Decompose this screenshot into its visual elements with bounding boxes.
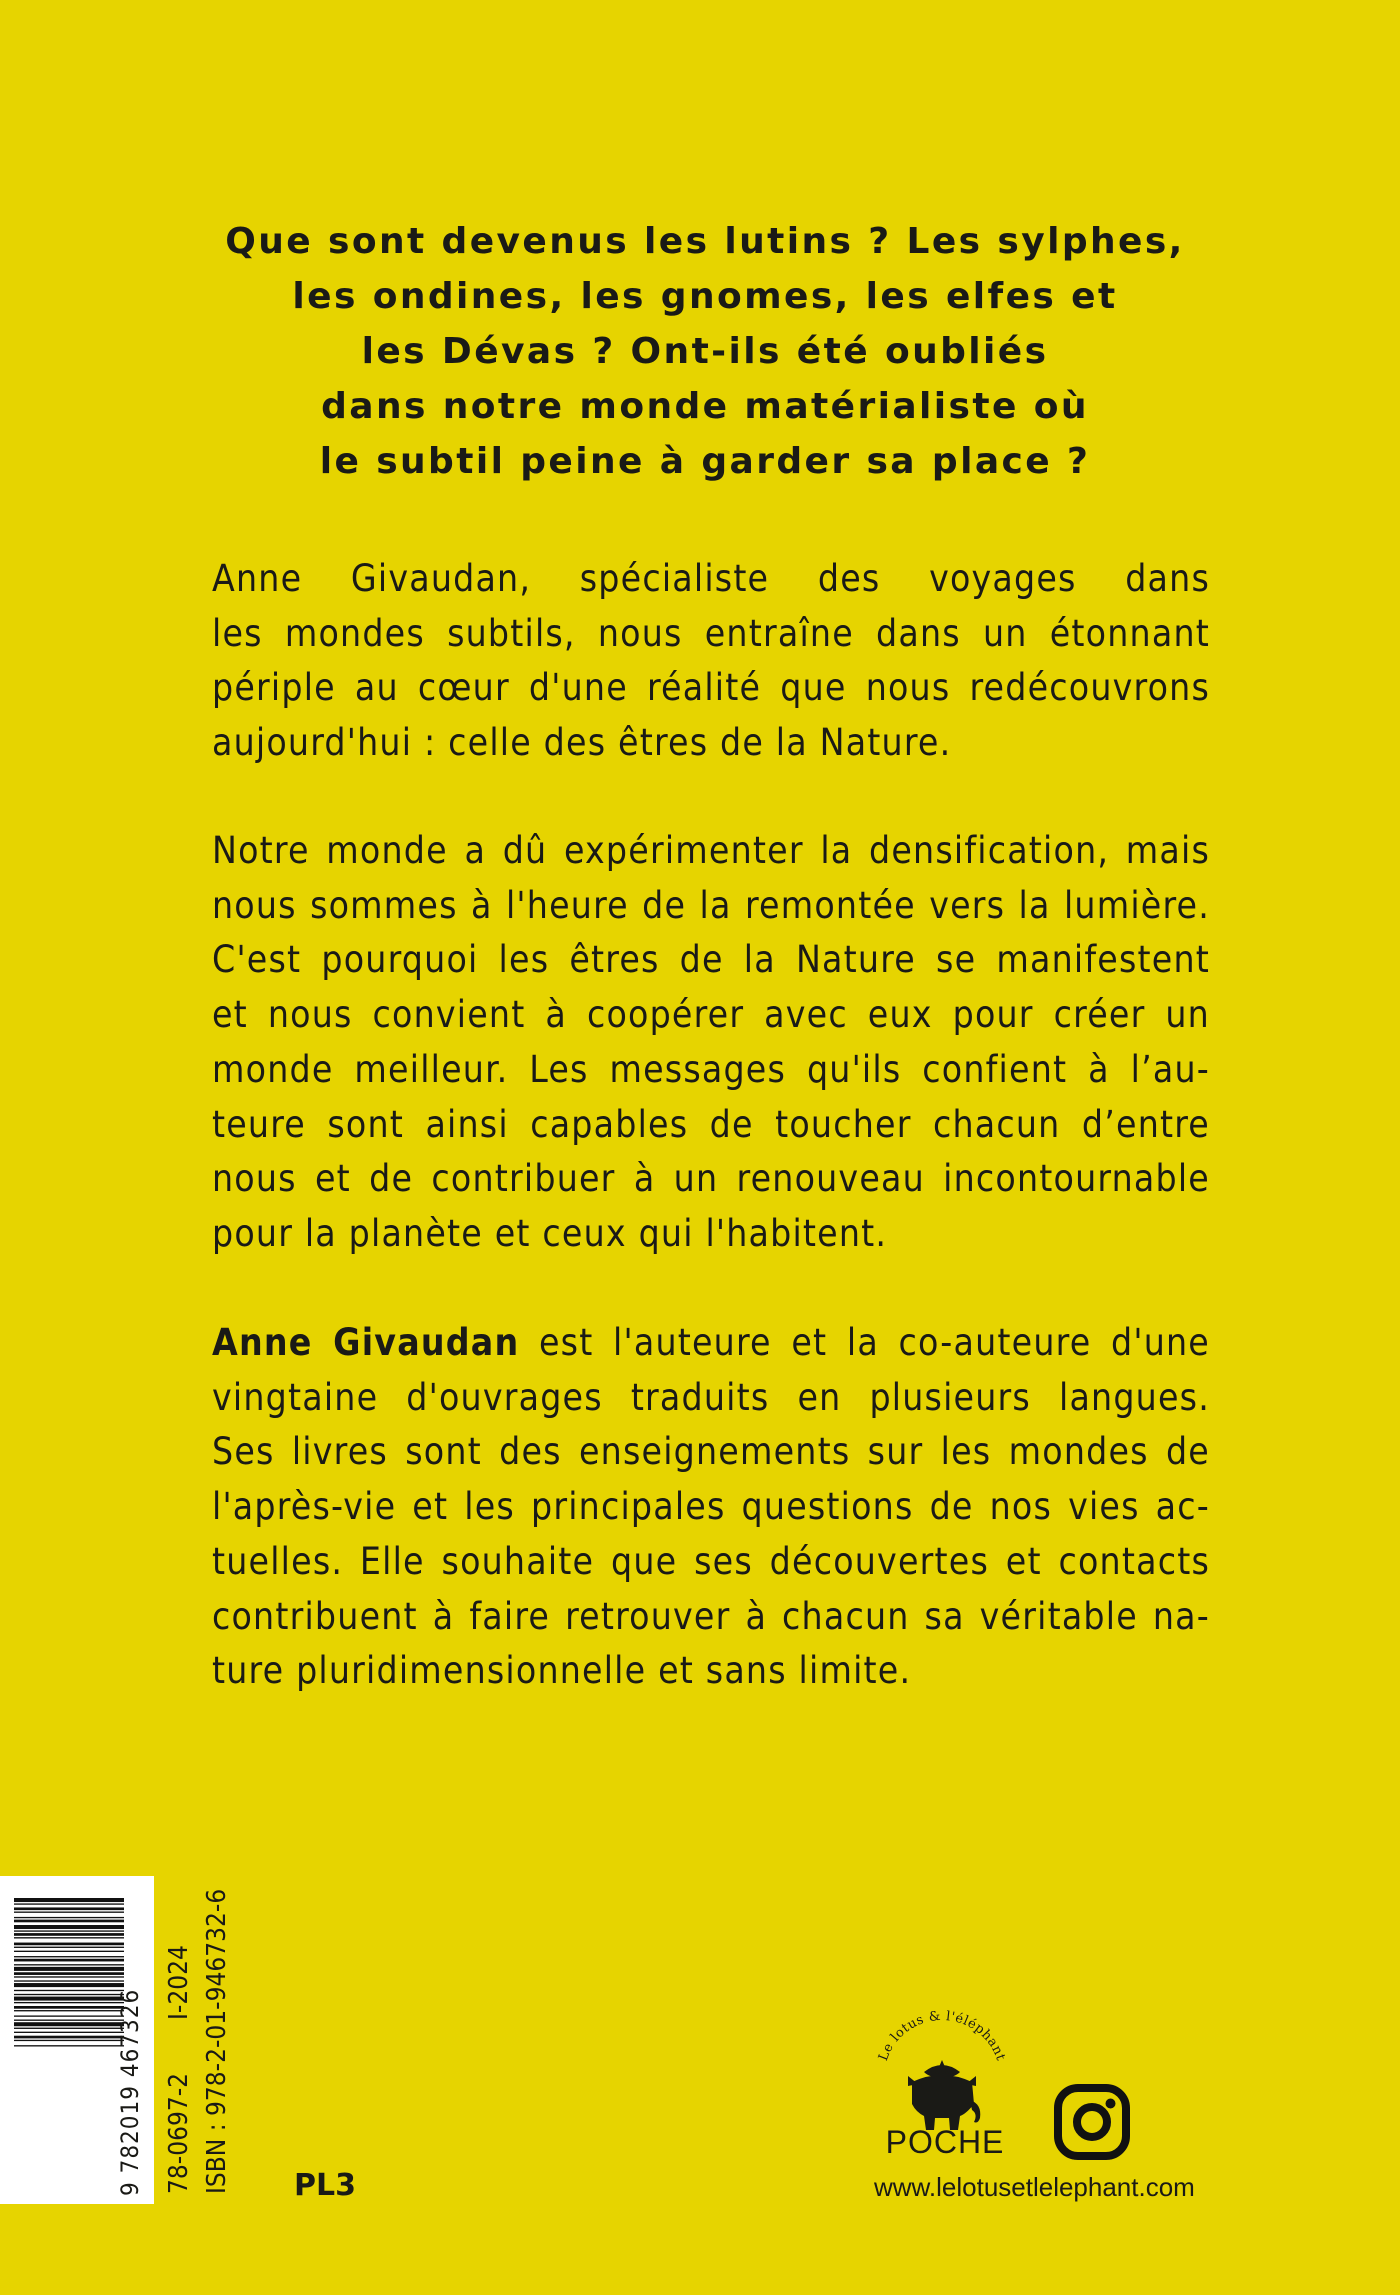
barcode-bar	[14, 1937, 124, 1938]
barcode-bar	[14, 2028, 124, 2029]
barcode-bar	[14, 2040, 124, 2041]
text-line: tuelles. Elle souhaite que ses découvertes et contacts	[212, 1539, 1210, 1583]
barcode-bar	[14, 1997, 124, 2001]
text-line: contribuent à faire retrouver à chacun sa véritable na-	[212, 1594, 1210, 1638]
instagram-icon[interactable]	[1054, 2084, 1130, 2160]
text-line: Ses livres sont des enseignements sur les mondes de	[212, 1430, 1210, 1474]
text-line: vingtaine d'ouvrages traduits en plusieurs langues.	[212, 1375, 1210, 1419]
text-line: monde meilleur. Les messages qu'ils confient à l’au-	[212, 1047, 1210, 1091]
barcode-bar	[14, 1925, 124, 1929]
barcode-bar	[14, 1983, 124, 1987]
barcode-bar	[14, 2015, 124, 2016]
barcode-bar	[14, 1920, 124, 1923]
description-paragraph-2	[212, 824, 1210, 1262]
barcode-bar	[14, 1972, 124, 1975]
barcode-bar	[14, 1951, 124, 1952]
text-line: nous et de contribuer à un renouveau incontournable	[212, 1157, 1210, 1201]
text-line: périple au cœur d'une réalité que nous redécouvrons	[212, 666, 1210, 710]
edition-code: I-2024	[164, 1945, 194, 2020]
isbn: ISBN : 978-2-01-946732-6	[202, 1888, 232, 2194]
series-name: POCHE	[885, 2124, 1005, 2160]
barcode-bar	[14, 2006, 124, 2009]
price-code: PL3	[294, 2168, 356, 2203]
author-bio	[212, 1316, 1210, 1699]
barcode-bar	[14, 1959, 124, 1962]
tagline-line: les Dévas ? Ont-ils été oubliés	[361, 331, 1049, 372]
barcode-bar	[14, 1976, 124, 1977]
internal-code: 78-0697-2	[164, 2072, 194, 2194]
text-line: les mondes subtils, nous entraîne dans un étonnant	[212, 611, 1210, 655]
text-line: Notre monde a dû expérimenter la densification, mais	[212, 829, 1210, 872]
barcode-bar	[14, 1943, 124, 1946]
barcode-bar	[14, 1898, 124, 1902]
text-line: Anne Givaudan, spécialiste des voyages dans	[212, 557, 1210, 600]
text-line	[212, 1316, 1210, 1371]
description-paragraph-1	[212, 552, 1210, 771]
barcode-bar	[14, 1980, 124, 1981]
text-fragment: est l'auteure et la co-auteure d'une	[519, 1321, 1210, 1364]
barcode-bar	[14, 1930, 124, 1931]
barcode-bar	[14, 1964, 124, 1965]
text-line: aujourd'hui : celle des êtres de la Nature.	[212, 721, 952, 765]
website-link[interactable]: www.lelotusetlelephant.com	[874, 2172, 1195, 2202]
barcode-bar	[14, 1903, 124, 1904]
text-line: ture pluridimensionnelle et sans limite.	[212, 1649, 912, 1693]
tagline-line: dans notre monde matérialiste où	[321, 386, 1089, 427]
text-line: teure sont ainsi capables de toucher chacun d’entre	[212, 1102, 1210, 1146]
barcode-bar	[14, 1907, 124, 1910]
author-name: Anne Givaudan	[212, 1321, 520, 1364]
barcode-bar	[14, 1994, 124, 1995]
tagline-line: les ondines, les gnomes, les elfes et	[292, 276, 1118, 317]
svg-text:Le lotus & l'éléphant: Le lotus & l'éléphant	[875, 2008, 1009, 2063]
tagline-line: Que sont devenus les lutins ? Les sylphes,	[225, 221, 1185, 262]
barcode-bar	[14, 2002, 124, 2003]
barcode-bar	[14, 1990, 124, 1991]
barcode-bar	[14, 1967, 124, 1971]
text-line: C'est pourquoi les êtres de la Nature se manifestent	[212, 938, 1210, 982]
barcode-bar	[14, 2036, 124, 2039]
barcode-digits: 9 782019 467326	[116, 1988, 144, 2196]
barcode-bars	[14, 1896, 124, 2186]
tagline	[212, 214, 1198, 489]
barcode-bar	[14, 1912, 124, 1913]
tagline-line: le subtil peine à garder sa place ?	[319, 441, 1091, 482]
text-line: l'après-vie et les principales questions de nos vies ac-	[212, 1485, 1210, 1529]
text-line: et nous convient à coopérer avec eux pour créer un	[212, 993, 1210, 1037]
barcode-bar	[14, 2022, 124, 2026]
text-line: pour la planète et ceux qui l'habitent.	[212, 1211, 888, 1255]
barcode-bar	[14, 2045, 124, 2046]
barcode-bar	[14, 1956, 124, 1957]
barcode-bar	[14, 2010, 124, 2011]
barcode-bar	[14, 1947, 124, 1948]
text-line: nous sommes à l'heure de la remontée vers la lumière.	[212, 883, 1210, 927]
barcode-bar	[14, 1917, 124, 1918]
barcode-bar	[14, 1933, 124, 1936]
barcode-bar	[14, 2032, 124, 2033]
barcode-bar	[14, 2020, 124, 2021]
